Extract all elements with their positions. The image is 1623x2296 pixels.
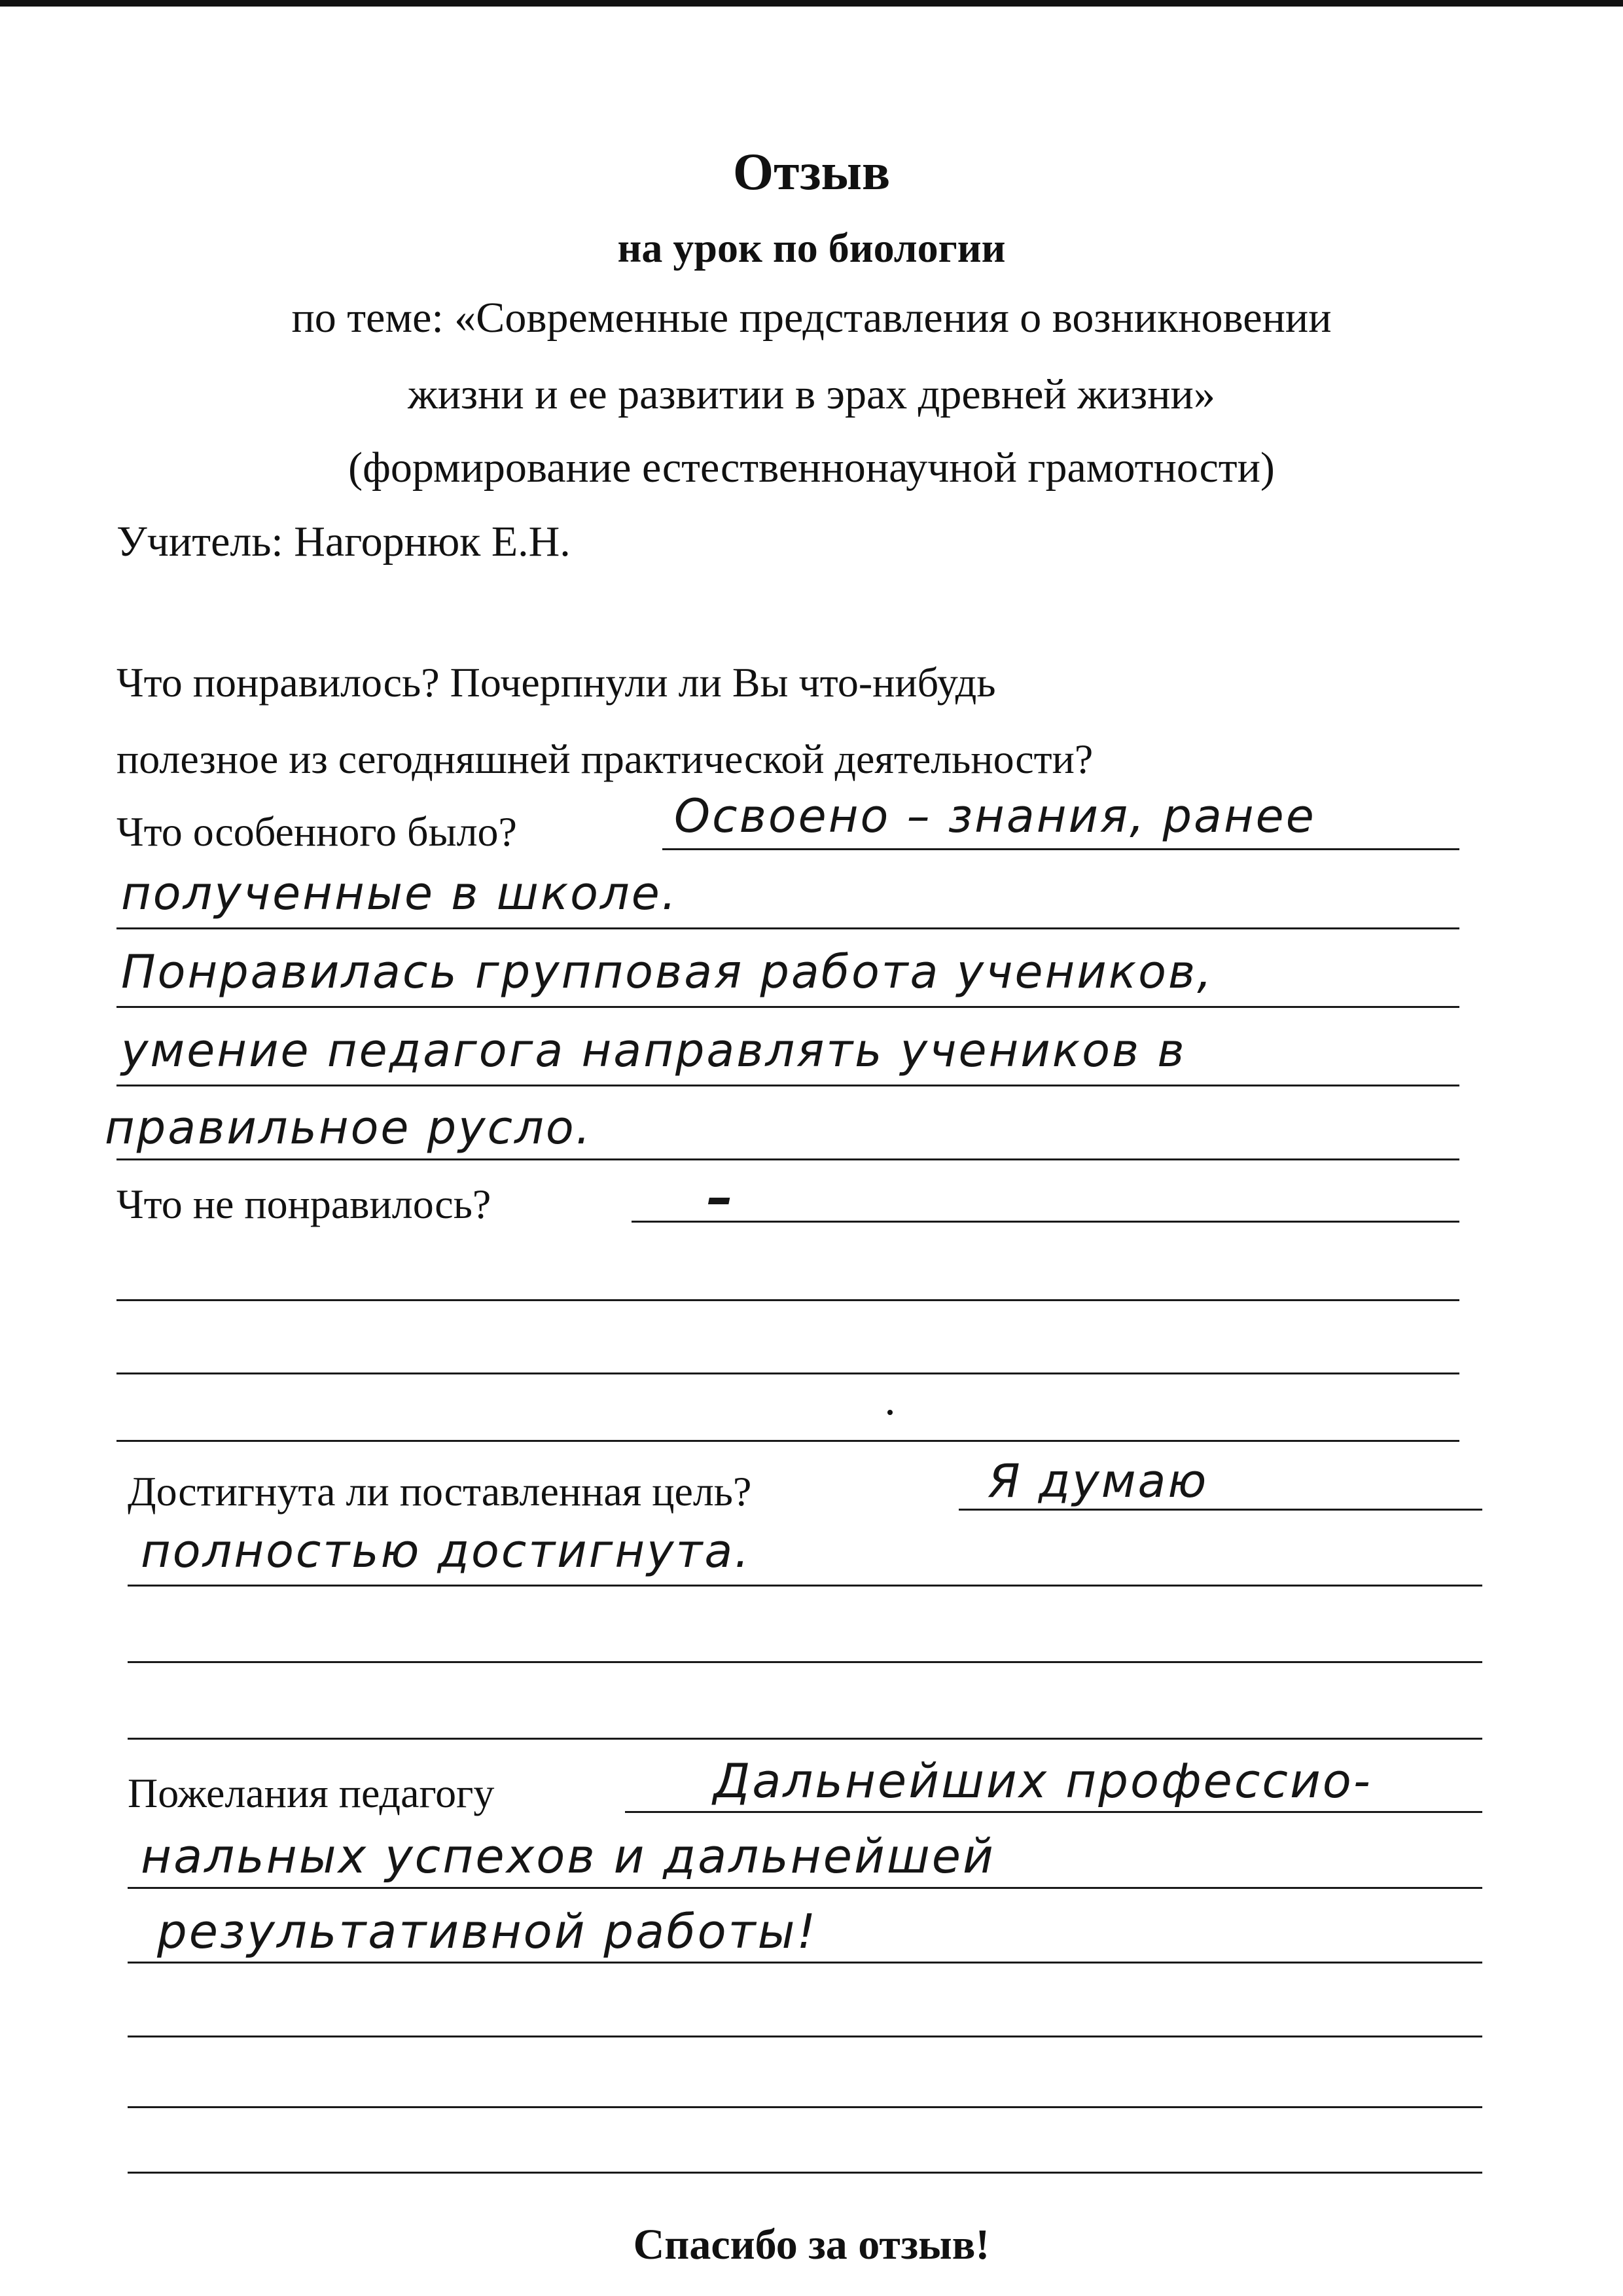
answer-line — [116, 1085, 1459, 1086]
answer-line — [128, 2172, 1482, 2174]
topic-line-3: (формирование естественнонаучной грамотности) — [348, 444, 1275, 492]
answer-line — [128, 1661, 1482, 1663]
handwritten-answer-liked-2: полученные в школе. — [121, 867, 679, 920]
footer-thanks: Спасибо за отзыв! — [633, 2221, 990, 2269]
answer-line — [116, 1299, 1459, 1301]
ink-dot — [887, 1410, 893, 1415]
answer-line — [116, 927, 1459, 929]
handwritten-answer-liked-5: правильное русло. — [105, 1101, 592, 1155]
answer-line — [128, 1887, 1482, 1889]
answer-line — [128, 1585, 1482, 1587]
question-special-label: Что особенного было? — [116, 808, 517, 855]
answer-line — [662, 848, 1459, 850]
teacher-label: Учитель: Нагорнюк Е.Н. — [116, 518, 571, 565]
question-liked-line-1: Что понравилось? Почерпнули ли Вы что-нибудь — [116, 659, 996, 706]
answer-line — [116, 1372, 1459, 1374]
handwritten-answer-liked-1: Освоено – знания, ранее — [674, 789, 1316, 843]
handwritten-answer-disliked: – — [707, 1167, 735, 1228]
answer-line — [128, 2036, 1482, 2037]
answer-line — [632, 1221, 1459, 1223]
handwritten-answer-wishes-2: нальных успехов и дальнейшей — [141, 1829, 995, 1884]
handwritten-answer-liked-4: умение педагога направлять учеников в — [121, 1024, 1186, 1077]
handwritten-answer-goal-2: полностью достигнута. — [141, 1524, 751, 1578]
handwritten-answer-wishes-1: Дальнейших профессио- — [713, 1753, 1372, 1808]
form-subtitle: на урок по биологии — [617, 224, 1006, 271]
question-wishes-label: Пожелания педагогу — [128, 1770, 495, 1816]
answer-line — [128, 2106, 1482, 2108]
answer-line — [128, 1962, 1482, 1964]
form-title: Отзыв — [732, 143, 891, 201]
handwritten-answer-wishes-3: результативной работы! — [157, 1904, 818, 1959]
scan-top-border — [0, 0, 1623, 7]
topic-line-2: жизни и ее развитии в эрах древней жизни» — [408, 370, 1215, 418]
handwritten-answer-goal-1: Я думаю — [988, 1454, 1209, 1508]
answer-line — [625, 1811, 1482, 1813]
answer-line — [116, 1440, 1459, 1442]
question-disliked-label: Что не понравилось? — [116, 1181, 491, 1227]
answer-line — [116, 1158, 1459, 1160]
handwritten-answer-liked-3: Понравилась групповая работа учеников, — [121, 945, 1214, 999]
question-goal-label: Достигнута ли поставленная цель? — [128, 1468, 752, 1515]
answer-line — [128, 1738, 1482, 1740]
topic-line-1: по теме: «Современные представления о возникновении — [291, 294, 1332, 342]
question-liked-line-2: полезное из сегодняшней практической деятельности? — [116, 736, 1094, 782]
answer-line — [959, 1509, 1482, 1511]
answer-line — [116, 1006, 1459, 1008]
